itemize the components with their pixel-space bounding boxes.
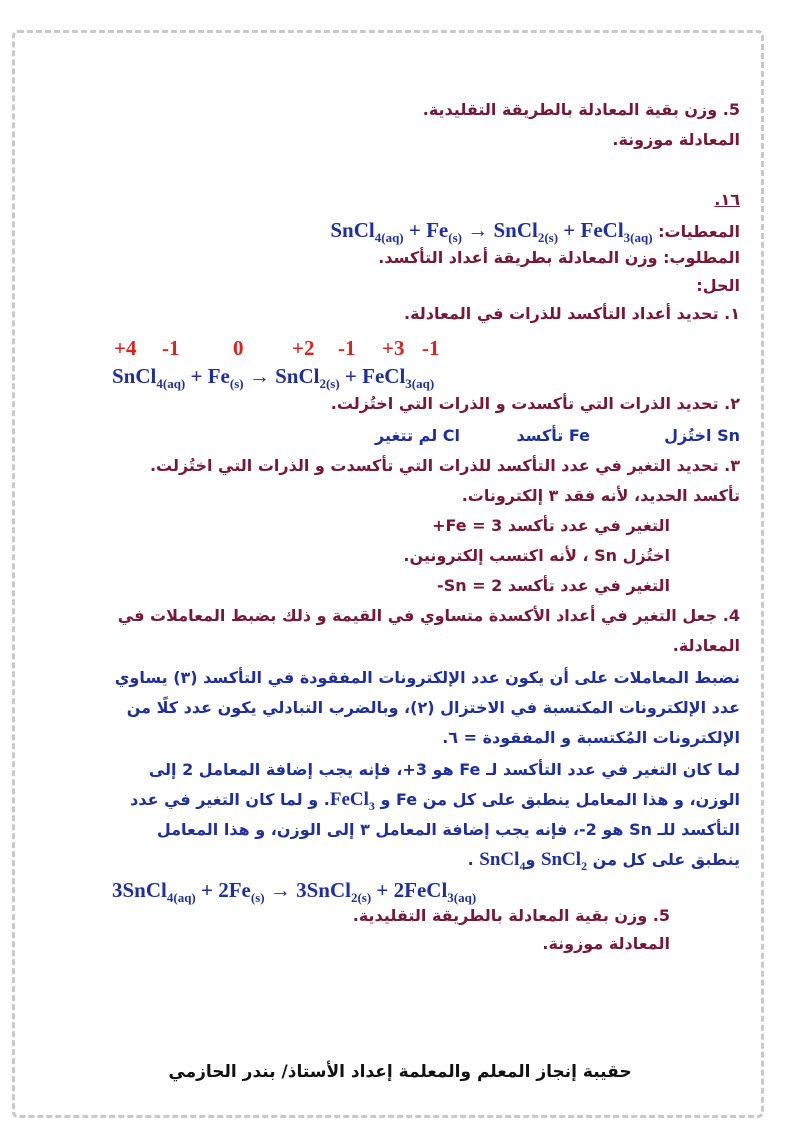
para1-line2: عدد الإلكترونات المكتسبة في الاختزال (٢)، وبالضرب التبادلي يكون عدد كلًا من <box>126 698 740 717</box>
ox-sn-product: +2 <box>292 336 315 360</box>
step3: ٣. تحديد التغير في عدد التأكسد للذرات التي تأكسدت و الذرات التي اختُزلت. <box>149 456 740 475</box>
equation-unbalanced: SnCl$_{4(aq)}$ + $Fe_{(s)}$ → SnCl$_{2(s)}$ + FeCl$_{3(aq)}$ <box>112 364 435 392</box>
bottom-balanced: المعادلة موزونة. <box>542 934 670 953</box>
fe-oxidized-text: تأكسد الحديد، لأنه فقد ٣ إلكترونات. <box>461 486 740 505</box>
para2-line4: ينطبق على كل من SnCl$_2$ وSnCl$_4$ . <box>467 849 740 873</box>
sn-change-text: التغير في عدد تأكسد Sn = 2- <box>437 576 670 595</box>
top-balanced: المعادلة موزونة. <box>612 130 740 149</box>
equation-balanced: 3SnCl$_{4(aq)}$ + $2Fe_{(s)}$ → 3SnCl$_{2(s)}$ + 2FeCl$_{3(aq)}$ <box>112 878 477 906</box>
sncl2-formula: SnCl$_2$ <box>540 849 588 873</box>
para2-line4-part1: ينطبق على كل من <box>587 850 740 869</box>
ox-sn-reactant: +4 <box>114 336 137 360</box>
fe-change-text: التغير في عدد تأكسد Fe = 3+ <box>432 516 670 535</box>
top-step5: 5. وزن بقية المعادلة بالطريقة التقليدية. <box>422 100 740 119</box>
fe-oxidized-label: Fe تأكسد <box>516 426 590 445</box>
para2-line2-part1: الوزن، و هذا المعامل ينطبق على كل من Fe و <box>374 790 740 809</box>
para1-line3: الإلكترونات المُكتسبة و المفقودة = ٦. <box>442 728 740 747</box>
ox-cl-product2: -1 <box>422 336 440 360</box>
sn-reduced-text: اختُزل Sn ، لأنه اكتسب إلكترونين. <box>403 546 670 565</box>
cl-unchanged-label: Cl لم تتغير <box>375 426 460 445</box>
para1-line1: نضبط المعاملات على أن يكون عدد الإلكترونات المفقودة في التأكسد (٣) يساوي <box>114 668 740 687</box>
step4-line1: 4. جعل التغير في أعداد الأكسدة متساوي في القيمة و ذلك بضبط المعاملات في <box>117 606 740 625</box>
ox-cl-product: -1 <box>338 336 356 360</box>
page-footer: حقيبة إنجاز المعلم والمعلمة إعداد الأستاذ/ بندر الحازمي <box>168 1062 632 1082</box>
ox-cl-reactant: -1 <box>162 336 180 360</box>
step4-line2: المعادلة. <box>672 636 740 655</box>
step2: ٢. تحديد الذرات التي تأكسدت و الذرات التي اختُزلت. <box>330 394 740 413</box>
problem-number: ١٦. <box>714 190 740 209</box>
para2-line2-part2: . و لما كان التغير في عدد <box>130 790 330 809</box>
given-equation: SnCl$_{4(aq)}$ + $Fe_{(s)}$ → SnCl$_{2(s)}$ + FeCl$_{3(aq)}$ <box>330 218 653 246</box>
required-label: المطلوب: <box>663 248 740 267</box>
para2-line2 <box>130 788 740 818</box>
para2-line1: لما كان التغير في عدد التأكسد لـ Fe هو 3+، فإنه يجب إضافة المعامل 2 إلى <box>148 760 740 779</box>
step1: ١. تحديد أعداد التأكسد للذرات في المعادلة. <box>404 304 740 323</box>
ox-fe-reactant: 0 <box>233 336 244 360</box>
solution-label: الحل: <box>696 276 740 295</box>
para2-line4-part2: و <box>525 850 541 869</box>
fecl3-formula: FeCl$_3$ <box>329 789 375 813</box>
required-line <box>378 246 740 270</box>
sn-reduced-label: Sn اختُزل <box>664 426 740 445</box>
givens-label: المعطيات: <box>658 222 740 241</box>
sncl4-formula: SnCl$_4$ <box>479 849 526 873</box>
bottom-step5: 5. وزن بقية المعادلة بالطريقة التقليدية. <box>352 906 670 925</box>
ox-fe-product: +3 <box>382 336 405 360</box>
para2-line3: التأكسد للـ Sn هو 2-، فإنه يجب إضافة المعامل ٣ إلى الوزن، و هذا المعامل <box>156 820 740 839</box>
required-text: وزن المعادلة بطريقة أعداد التأكسد. <box>378 248 658 267</box>
